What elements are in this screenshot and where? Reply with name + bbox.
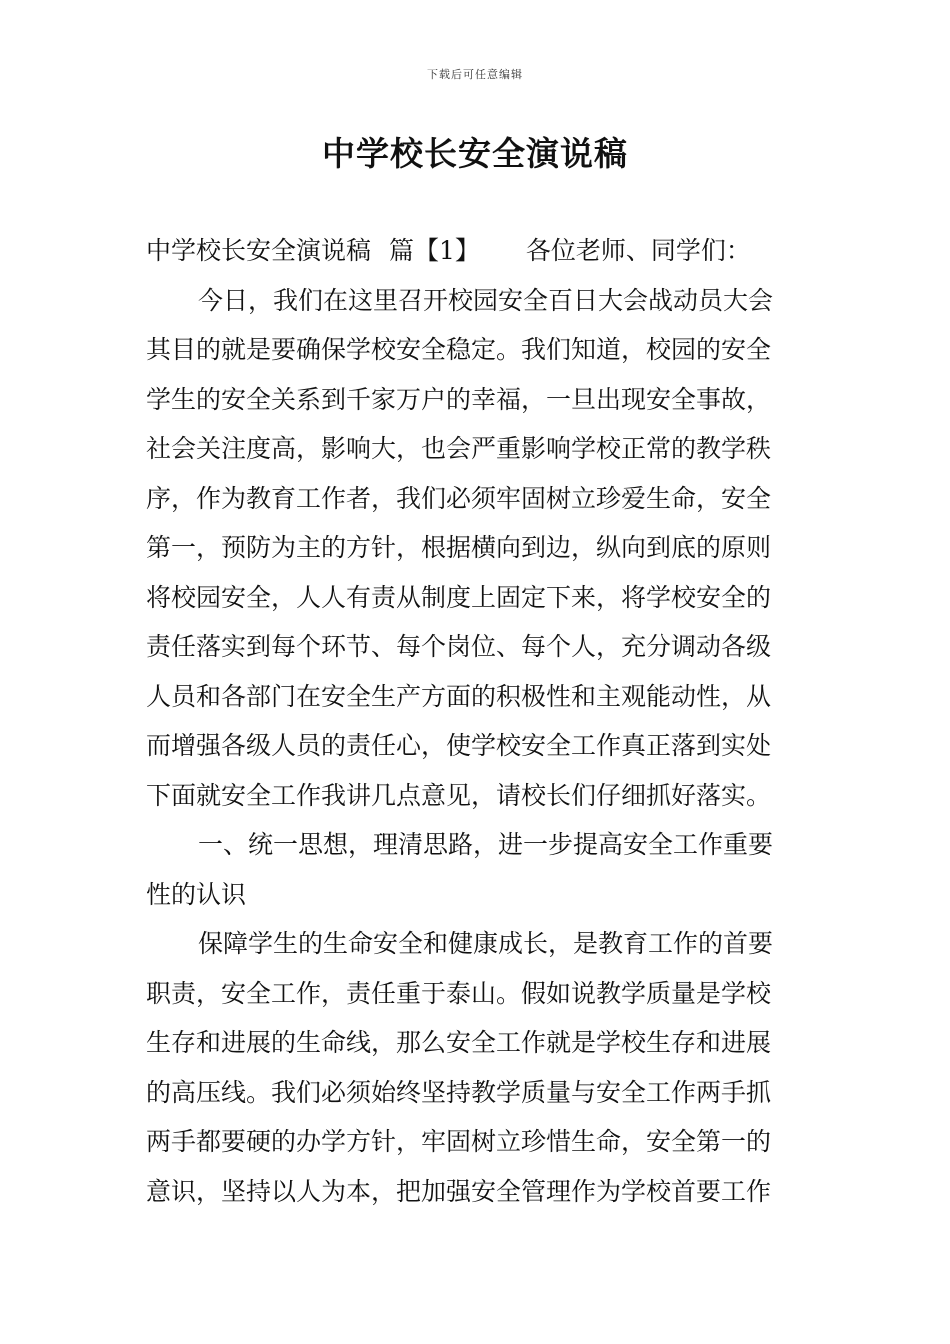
section-heading-line: 性的认识 [146, 879, 247, 909]
text-line: 生存和进展的生命线，那么安全工作就是学校生存和进展 [146, 1028, 772, 1057]
heading-line [146, 226, 806, 276]
text-line: 其目的就是要确保学校安全稳定。我们知道，校园的安全 [146, 335, 772, 364]
heading-title: 中学校长安全演说稿 [146, 236, 372, 265]
text-line: 学生的安全关系到千家万户的幸福，一旦出现安全事故， [146, 384, 772, 414]
heading-greeting: 各位老师、同学们： [525, 236, 751, 265]
text-line: 职责，安全工作，责任重于泰山。假如说教学质量是学校 [146, 978, 772, 1008]
text-line: 社会关注度高，影响大，也会严重影响学校正常的教学秩 [146, 434, 772, 463]
heading-section: 篇【1】 [389, 236, 480, 265]
text-line: 的高压线。我们必须始终坚持教学质量与安全工作两手抓 [146, 1077, 772, 1107]
text-line: 责任落实到每个环节、每个岗位、每个人，充分调动各级 [146, 632, 772, 661]
page-title: 中学校长安全演说稿 [322, 134, 628, 173]
document-body [146, 226, 806, 1216]
text-line: 两手都要硬的办学方针，牢固树立珍惜生命，安全第一的 [146, 1127, 772, 1156]
text-line: 将校园安全，人人有责从制度上固定下来，将学校安全的 [146, 582, 772, 612]
text-line: 下面就安全工作我讲几点意见，请校长们仔细抓好落实。 [146, 780, 772, 810]
text-line: 今日，我们在这里召开校园安全百日大会战动员大会 [198, 285, 774, 315]
text-line: 而增强各级人员的责任心，使学校安全工作真正落到实处 [146, 731, 772, 760]
text-line: 意识，坚持以人为本，把加强安全管理作为学校首要工作 [146, 1176, 772, 1206]
text-line: 第一，预防为主的方针，根据横向到边，纵向到底的原则 [146, 533, 772, 562]
section-heading-line: 一、统一思想，理清思路，进一步提高安全工作重要 [198, 830, 774, 859]
text-line: 保障学生的生命安全和健康成长，是教育工作的首要 [198, 929, 774, 958]
text-line: 序，作为教育工作者，我们必须牢固树立珍爱生命，安全 [146, 483, 772, 513]
header-note: 下载后可任意编辑 [427, 68, 523, 81]
text-line: 人员和各部门在安全生产方面的积极性和主观能动性，从 [146, 681, 772, 711]
